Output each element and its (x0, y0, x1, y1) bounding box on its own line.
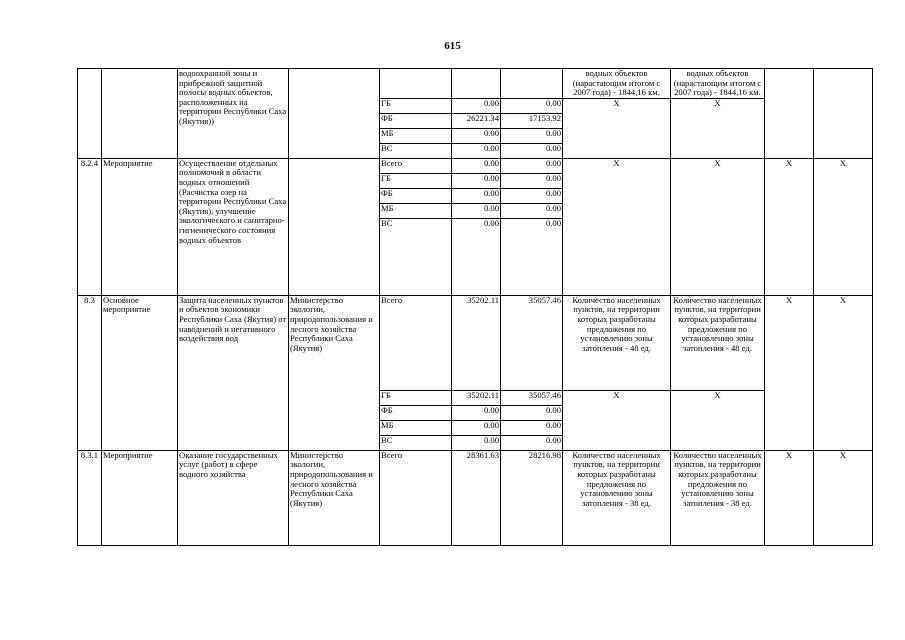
source-cell: ФБ (380, 405, 452, 420)
value-cell: 17153.92 (501, 113, 563, 128)
x-mark: Х (563, 98, 671, 158)
value-cell: 0.00 (501, 420, 563, 435)
event-name-cell: Осуществление отдельных полномочий в области водных отношений (Расчистка озер на территории Республики Саха (Якутия), улучшение экологического и санитарно-гигиенического состояния водных объектов (178, 158, 289, 295)
value-cell: 0.00 (452, 173, 501, 188)
source-cell: ВС (380, 435, 452, 450)
value-cell: 0.00 (452, 158, 501, 173)
page-number: 615 (444, 40, 461, 52)
source-cell: Всего (380, 158, 452, 173)
source-cell: ГБ (380, 390, 452, 405)
indicator-cell: водных объектов (нарастающим итогом с 2007 года) - 1844,16 км. (671, 69, 765, 99)
row-type: Основное мероприятие (102, 295, 178, 450)
source-cell: ВС (380, 218, 452, 295)
x-mark: Х (671, 98, 765, 158)
value-cell: 0.00 (452, 98, 501, 113)
executor-cell: Министерство экологии, природопользования и лесного хозяйства Республики Саха (Якутия) (289, 450, 380, 545)
table-row (78, 158, 873, 173)
source-cell: МБ (380, 420, 452, 435)
x-mark: Х (814, 295, 873, 450)
value-cell: 26221.34 (452, 113, 501, 128)
value-cell: 28361.63 (452, 450, 501, 545)
row-code: 8.3.1 (78, 450, 102, 545)
row-type: Мероприятие (102, 158, 178, 295)
x-mark: Х (671, 158, 765, 295)
source-cell: ГБ (380, 173, 452, 188)
program-table (77, 68, 873, 546)
x-mark: Х (671, 390, 765, 450)
value-cell: 0.00 (452, 188, 501, 203)
value-cell: 0.00 (501, 188, 563, 203)
x-mark: Х (765, 450, 814, 545)
value-cell: 0.00 (452, 420, 501, 435)
x-mark: Х (563, 390, 671, 450)
row-code: 8.3 (78, 295, 102, 450)
value-cell: 0.00 (452, 128, 501, 143)
value-cell: 0.00 (452, 203, 501, 218)
source-cell: ВС (380, 143, 452, 158)
value-cell: 35202.11 (452, 390, 501, 405)
value-cell: 28216.98 (501, 450, 563, 545)
value-cell: 35057.46 (501, 390, 563, 405)
value-cell: 0.00 (501, 128, 563, 143)
indicator-cell: Количество населенных пунктов, на территории которых разработаны предложения по установлению зоны затопления - 48 ед. (563, 295, 671, 390)
value-cell: 0.00 (501, 203, 563, 218)
event-name-cell: Защита населенных пунктов и объектов экономики Республики Саха (Якутия) от наводнений и негативного воздействия вод (178, 295, 289, 450)
x-mark: Х (563, 158, 671, 295)
value-cell: 35202.11 (452, 295, 501, 390)
value-cell: 0.00 (452, 435, 501, 450)
indicator-cell: Количество населенных пунктов, на территории которых разработаны предложения по установлению зоны затопления - 38 ед. (563, 450, 671, 545)
source-cell: ФБ (380, 113, 452, 128)
executor-cell: Министерство экологии, природопользования и лесного хозяйства Республики Саха (Якутия) (289, 295, 380, 450)
event-name-cell: водоохранной зоны и прибрежной защитной полосы водных объектов, расположенных на территории Республики Саха (Якутия)) (178, 69, 289, 159)
x-mark: Х (765, 295, 814, 450)
value-cell: 0.00 (501, 435, 563, 450)
indicator-cell: Количество населенных пунктов, на территории которых разработаны предложения по установлению зоны затопления - 38 ед. (671, 450, 765, 545)
table-row (78, 450, 873, 545)
value-cell: 0.00 (452, 143, 501, 158)
value-cell: 0.00 (452, 218, 501, 295)
indicator-cell: водных объектов (нарастающим итогом с 2007 года) - 1844,16 км. (563, 69, 671, 99)
value-cell: 0.00 (501, 405, 563, 420)
source-cell: МБ (380, 203, 452, 218)
value-cell: 0.00 (501, 173, 563, 188)
event-name-cell: Оказание государственных услуг (работ) в сфере водного хозяйства (178, 450, 289, 545)
value-cell: 0.00 (501, 98, 563, 113)
row-code: 8.2.4 (78, 158, 102, 295)
x-mark: Х (765, 158, 814, 295)
x-mark: Х (814, 158, 873, 295)
value-cell: 0.00 (501, 143, 563, 158)
source-cell: МБ (380, 128, 452, 143)
source-cell: ГБ (380, 98, 452, 113)
value-cell: 0.00 (452, 405, 501, 420)
indicator-cell: Количество населенных пунктов, на территории которых разработаны предложения по установлению зоны затопления - 48 ед. (671, 295, 765, 390)
x-mark: Х (814, 450, 873, 545)
source-cell: Всего (380, 295, 452, 390)
source-cell: Всего (380, 450, 452, 545)
row-type: Мероприятие (102, 450, 178, 545)
table-row (78, 295, 873, 390)
value-cell: 35057.46 (501, 295, 563, 390)
table-row (78, 69, 873, 99)
value-cell: 0.00 (501, 158, 563, 173)
source-cell: ФБ (380, 188, 452, 203)
value-cell: 0.00 (501, 218, 563, 295)
